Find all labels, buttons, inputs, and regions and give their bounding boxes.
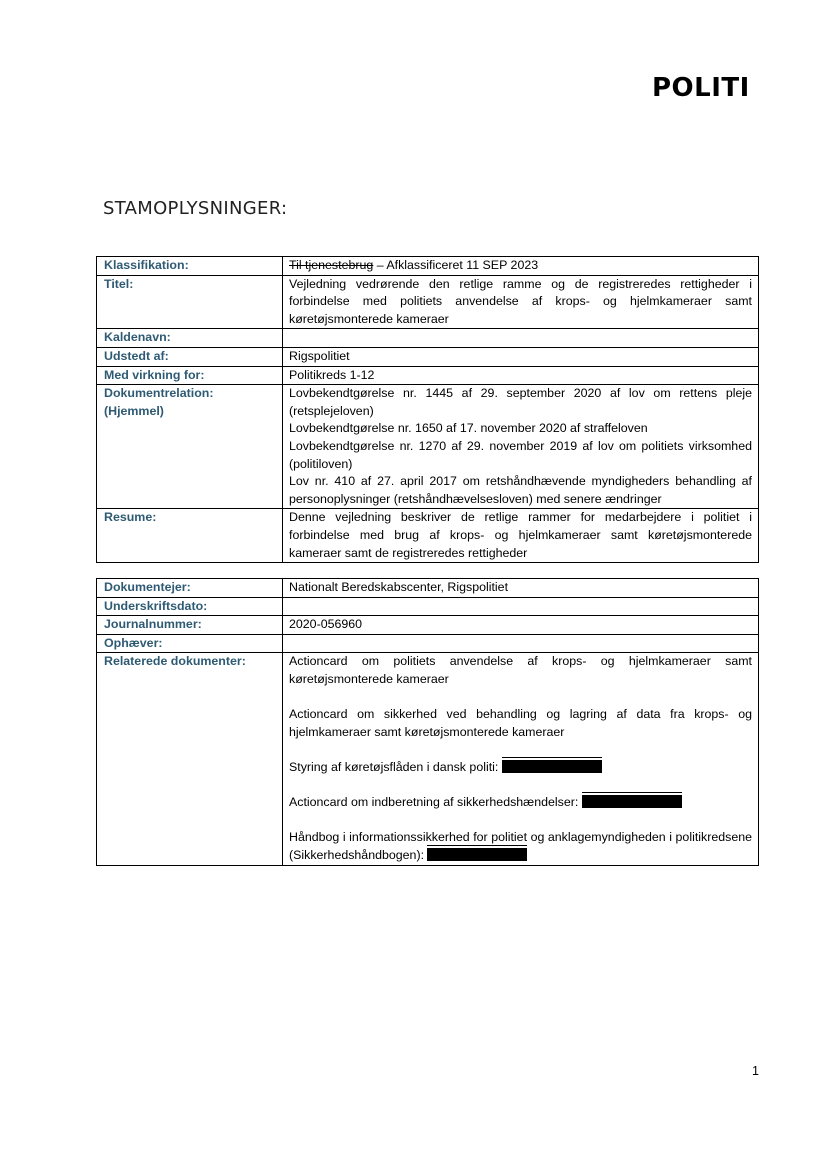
redaction-bar: [582, 795, 682, 808]
table-row: [97, 579, 759, 598]
titel-label: Titel:: [97, 275, 283, 329]
table-row: [97, 366, 759, 385]
related-document: [289, 794, 752, 812]
dokumentrelation-label: [97, 385, 283, 509]
related-document: Actioncard om sikkerhed ved behandling og lagring af data fra krops- og hjelmkameraer samt køretøjsmonterede kameraer: [289, 707, 752, 739]
redaction-bar: [502, 760, 602, 773]
table-row: [97, 597, 759, 616]
declassified-text: – Afklassificeret 11 SEP 2023: [373, 258, 539, 272]
hjemmel-label-line: (Hjemmel): [104, 403, 164, 418]
table-row: [97, 634, 759, 653]
table-row: [97, 329, 759, 348]
politi-logo: POLITI: [652, 73, 750, 103]
struck-classification: Til tjenestebrug: [289, 258, 374, 272]
page-number: 1: [752, 1064, 759, 1078]
resume-label: Resume:: [97, 509, 283, 563]
journalnummer-value: 2020-056960: [283, 616, 759, 635]
med-virkning-value: Politikreds 1-12: [283, 366, 759, 385]
list-item: Lovbekendtgørelse nr. 1445 af 29. september 2020 af lov om rettens pleje (retsplejeloven): [289, 386, 752, 418]
dokumentrelation-value: [283, 385, 759, 509]
table-row: [97, 616, 759, 635]
ophaever-value: [283, 634, 759, 653]
journalnummer-label: Journalnummer:: [97, 616, 283, 635]
dokumentejer-value: Nationalt Beredskabscenter, Rigspolitiet: [283, 579, 759, 598]
list-item: Lov nr. 410 af 27. april 2017 om retshåndhævende myndigheders behandling af personoplysninger (retshåndhævelsesloven) med senere ændringer: [289, 474, 752, 506]
related-document-text: Håndbog i informationssikkerhed for politiet og anklagemyndigheden i politikredsene (Sikkerhedshåndbogen):: [289, 830, 752, 862]
underskriftsdato-label: Underskriftsdato:: [97, 597, 283, 616]
relaterede-value: [283, 653, 759, 865]
related-document-text: Styring af køretøjsflåden i dansk politi:: [289, 759, 499, 774]
table-row: [97, 275, 759, 329]
ophaever-label: Ophæver:: [97, 634, 283, 653]
titel-value: Vejledning vedrørende den retlige ramme og de registreredes rettigheder i forbindelse med politiets anvendelse af krops- og hjelmkameraer samt køretøjsmonterede kameraer: [283, 275, 759, 329]
resume-value: Denne vejledning beskriver de retlige rammer for medarbejdere i politiet i forbindelse med brug af krops- og hjelmkameraer samt køretøjsmonterede kameraer samt de registreredes rettigheder: [283, 509, 759, 563]
udstedt-af-value: Rigspolitiet: [283, 347, 759, 366]
related-document: Actioncard om politiets anvendelse af krops- og hjelmkameraer samt køretøjsmonterede kameraer: [289, 654, 752, 686]
table-row: [97, 653, 759, 865]
kaldenavn-label: Kaldenavn:: [97, 329, 283, 348]
document-info-table: [96, 578, 759, 866]
page-heading: STAMOPLYSNINGER:: [103, 198, 288, 219]
med-virkning-label: Med virkning for:: [97, 366, 283, 385]
spacer: [289, 777, 752, 795]
list-item: Lovbekendtgørelse nr. 1270 af 29. november 2019 af lov om politiets virksomhed (politiloven): [289, 438, 752, 471]
kaldenavn-value: [283, 329, 759, 348]
spacer: [289, 812, 752, 830]
related-document: [289, 829, 752, 864]
udstedt-af-label: Udstedt af:: [97, 347, 283, 366]
list-item: Lovbekendtgørelse nr. 1650 af 17. november 2020 af straffeloven: [289, 421, 648, 436]
table-row: [97, 347, 759, 366]
klassifikation-label: Klassifikation:: [97, 257, 283, 276]
klassifikation-value: [283, 257, 759, 276]
related-document: [289, 759, 752, 777]
spacer: [289, 689, 752, 707]
dokumentejer-label: Dokumentejer:: [97, 579, 283, 598]
table-row: [97, 509, 759, 563]
table-row: [97, 385, 759, 509]
metadata-table: [96, 256, 759, 563]
relaterede-label: Relaterede dokumenter:: [97, 653, 283, 865]
redaction-bar: [427, 848, 527, 861]
dokumentrelation-label-line: Dokumentrelation:: [104, 386, 214, 401]
related-document-text: Actioncard om indberetning af sikkerhedshændelser:: [289, 795, 579, 810]
underskriftsdato-value: [283, 597, 759, 616]
table-row: [97, 257, 759, 276]
